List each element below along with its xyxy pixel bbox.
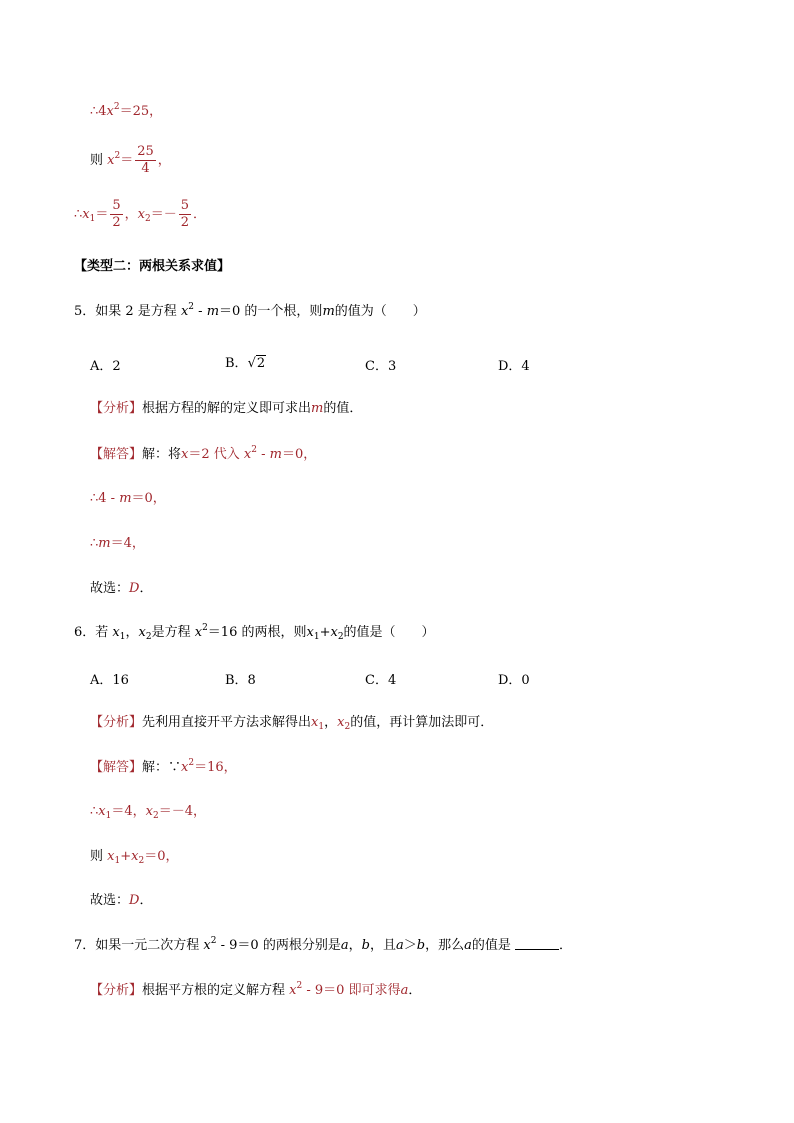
question-5: 5．如果 2 是方程 $x^2 - m=0$ 的一个根，则m的值为（ ） (74, 302, 426, 319)
q6-answer: 【解答】解：$\because x^2=16$， (90, 758, 237, 775)
question-6: 6．若 $x_1$，$x_2$是方程 $x^2=16$ 的两根，则$x_1+x_2$的值是（ ） (74, 623, 435, 642)
q5-option-c[interactable]: C．3 (365, 359, 397, 374)
q6-option-c[interactable]: C．4 (365, 673, 397, 688)
q6-option-d[interactable]: D．0 (498, 673, 530, 688)
q6-analysis: 【分析】先利用直接开平方法求解得出$x_1$，$x_2$的值，再计算加法即可． (90, 715, 494, 732)
q6-choice: 故选：D． (90, 893, 153, 908)
section-heading: 【类型二：两根关系求值】 (74, 259, 231, 274)
q5-answer: 【解答】解：将x＝2 代入 $x^2 - m=0$， (90, 445, 317, 462)
fraction-5-2-a: $\frac{5}{2}$ (112, 198, 121, 230)
q5-analysis: 【分析】根据方程的解的定义即可求出m的值． (90, 401, 363, 416)
answer-blank[interactable] (515, 937, 559, 950)
q5-step-1: ∴4 - m＝0， (90, 491, 166, 506)
q7-analysis: 【分析】根据平方根的定义解方程 $x^2 - 9=0$ 即可求得a． (90, 981, 422, 998)
fraction-25-4: $\frac{25}{4}$ (137, 144, 154, 176)
sqrt-symbol: √2 (247, 356, 266, 371)
question-7: 7．如果一元二次方程 $x^2 - 9=0$ 的两根分别是a，b，且a＞b，那么a的值是 ． (74, 936, 573, 953)
q6-option-a[interactable]: A．16 (90, 673, 129, 688)
q5-step-2: ∴m＝4， (90, 536, 145, 551)
q6-option-b[interactable]: B．8 (225, 673, 256, 688)
solution-line-roots: $\therefore x_1=$ $\frac{5}{2}$ ，$x_2=-$ $\frac{5}{2}$ ． (74, 198, 207, 230)
q6-step-1: $\therefore x_1=4$，$x_2=-4$， (90, 804, 206, 821)
solution-line-4x2: $\therefore 4x^2=25$， (90, 102, 163, 119)
q5-option-a[interactable]: A．2 (90, 359, 121, 374)
q6-step-2: 则 $x_1+x_2=0$， (90, 849, 179, 866)
q5-option-d[interactable]: D．4 (498, 359, 530, 374)
q5-choice: 故选：D． (90, 581, 153, 596)
solution-line-x2-fraction: 则 $x^2=$ $\frac{25}{4}$ ， (90, 144, 171, 176)
q5-option-b[interactable]: B．√2 (225, 356, 266, 371)
fraction-5-2-b: $\frac{5}{2}$ (180, 198, 190, 230)
